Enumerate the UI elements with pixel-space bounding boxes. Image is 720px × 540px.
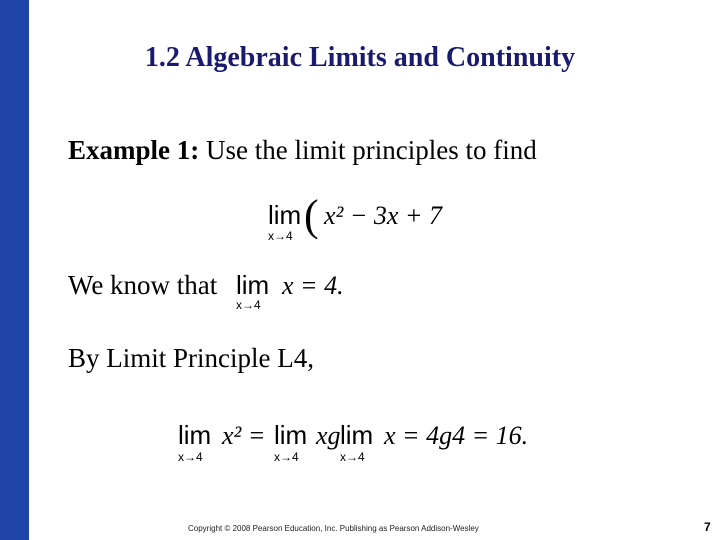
equation-limit-polynomial (262, 191, 462, 246)
lim-subscript: x→4 (268, 229, 293, 243)
expr-part-1: x² = (222, 421, 266, 450)
page-number: 7 (704, 520, 711, 534)
lim-operator: lim (236, 270, 270, 300)
example-text: Use the limit principles to find (199, 135, 537, 165)
lim-subscript-3: x→4 (340, 450, 365, 464)
expr-part-2: xg (316, 421, 341, 450)
expr-part-3: x = 4g4 = 16. (384, 421, 529, 450)
lim-subscript-1: x→4 (178, 450, 203, 464)
equation-limit-x (236, 270, 356, 315)
lim-operator: lim (268, 200, 302, 230)
limit-result: x = 4. (282, 271, 344, 300)
lim-operator-1: lim (178, 420, 212, 450)
example-label: Example 1: (68, 135, 200, 165)
copyright-footer: Copyright © 2008 Pearson Education, Inc. Publishing as Pearson Addison-Wesley (188, 524, 479, 533)
slide-title: 1.2 Algebraic Limits and Continuity (144, 42, 576, 73)
lim-operator-3: lim (340, 420, 374, 450)
lim-operator-2: lim (274, 420, 308, 450)
equation-limit-product (178, 420, 558, 465)
lim-subscript-2: x→4 (274, 450, 299, 464)
left-paren: ( (304, 191, 319, 240)
left-accent-bar (0, 0, 29, 540)
polynomial-expression: x² − 3x + 7 (324, 201, 442, 230)
example-line (68, 135, 537, 166)
know-line: We know that (68, 270, 218, 300)
lim-subscript: x→4 (236, 298, 261, 312)
principle-line: By Limit Principle L4, (68, 343, 314, 373)
